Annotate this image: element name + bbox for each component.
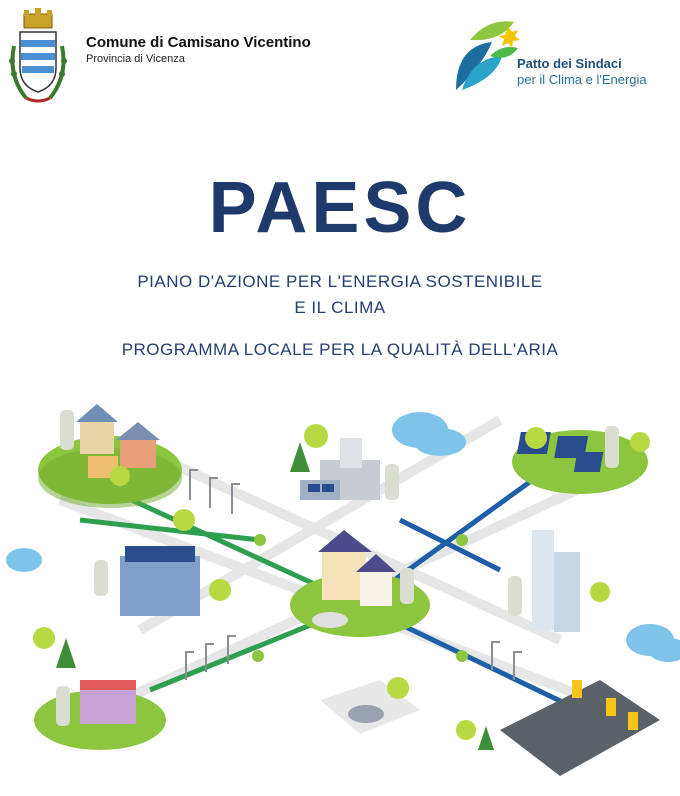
subtitle-line-1: PIANO D'AZIONE PER L'ENERGIA SOSTENIBILE [137, 272, 543, 291]
town-crest-icon [6, 6, 70, 106]
patto-title: Patto dei Sindaci [517, 56, 622, 71]
comune-name: Comune di Camisano Vicentino [86, 34, 311, 51]
subtitle-line-3: PROGRAMMA LOCALE PER LA QUALITÀ DELL'ARIA [121, 340, 559, 359]
smart-city-illustration [0, 380, 680, 796]
patto-subtitle: per il Clima e l'Energia [517, 72, 647, 87]
patto-leaf-logo-icon [452, 16, 522, 92]
subtitle-line-2: E IL CLIMA [294, 298, 386, 317]
page-title: PAESC [208, 168, 472, 248]
header [0, 0, 680, 130]
provincia-label: Provincia di Vicenza [86, 53, 185, 65]
